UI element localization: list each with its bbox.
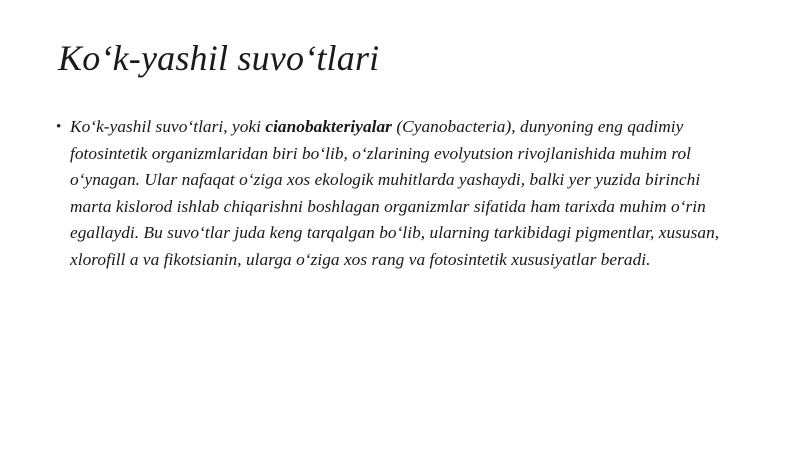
body-text-bold: cianobakteriyalar	[265, 117, 392, 136]
body-content	[56, 114, 736, 273]
bullet-icon: •	[56, 119, 62, 135]
page-title: Ko‘k-yashil suvo‘tlari	[58, 38, 380, 78]
list-item	[56, 114, 736, 273]
body-paragraph	[70, 114, 736, 273]
body-text-part-1: Ko‘k-yashil suvo‘tlari, yoki	[70, 117, 266, 136]
body-text-part-2: (Cyanobacteria), dunyoning eng qadimiy fotosintetik organizmlaridan biri bo‘lib, o‘zlarining evolyutsion rivojlanishida muhim rol o‘ynagan. Ular nafaqat o‘ziga xos ekologik muhitlarda yashaydi, balki yer yuzida birinchi marta kislorod ishlab chiqarishni boshlagan organizmlar sifatida ham tarixda muhim o‘rin egallaydi. Bu suvo‘tlar juda keng tarqalgan bo‘lib, ularning tarkibidagi pigmentlar, xususan, xlorofill a va fikotsianin, ularga o‘ziga xos rang va fotosintetik xususiyatlar beradi.	[70, 117, 720, 269]
